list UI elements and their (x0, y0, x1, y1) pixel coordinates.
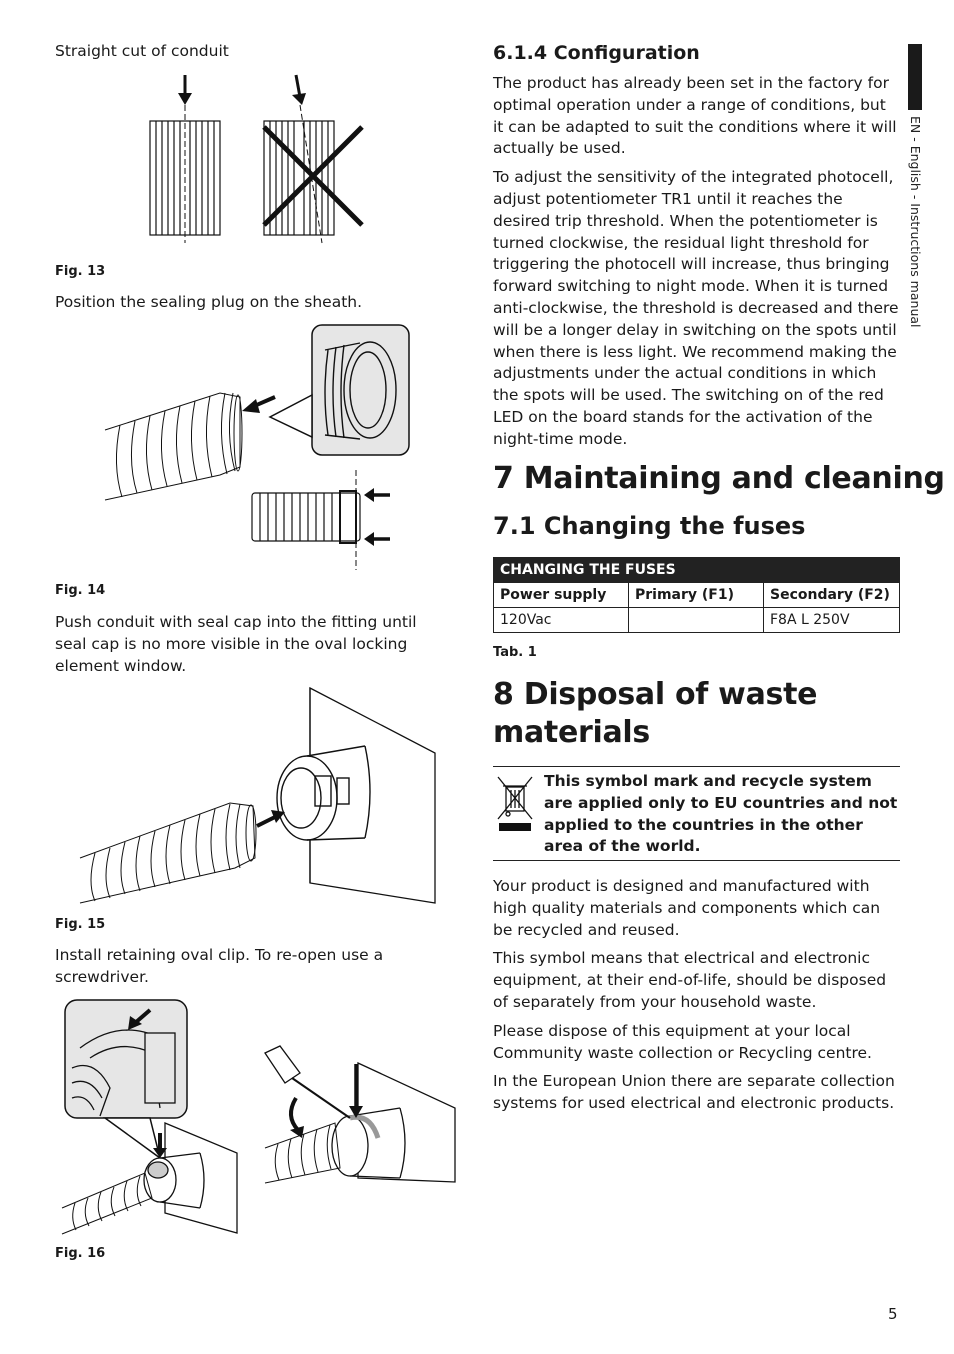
disposal-paragraph-3: Please dispose of this equipment at your local Community waste collection or Recycling centre. (493, 1021, 872, 1062)
fuses-table-caption: CHANGING THE FUSES (494, 558, 900, 583)
side-tab-marker (908, 44, 922, 110)
configuration-text (493, 73, 901, 458)
disposal-text (493, 876, 903, 1122)
cell-primary (629, 608, 764, 633)
fig16-retaining-clip-illustration (60, 998, 460, 1238)
fig14-sealing-plug-illustration (100, 325, 420, 575)
fig15-label: Fig. 15 (55, 917, 106, 932)
fig14-caption: Position the sealing plug on the sheath. (55, 293, 363, 311)
chapter-7-heading: 7 Maintaining and cleaning (493, 461, 945, 496)
disposal-paragraph-1: Your product is designed and manufactured with high quality materials and components which can be recycled and reused. (493, 877, 881, 939)
crossed-bin-icon (495, 775, 535, 833)
cell-secondary: F8A L 250V (764, 608, 900, 633)
column-header-power-supply: Power supply (494, 583, 629, 608)
page-number: 5 (888, 1305, 898, 1323)
fig16-caption: Install retaining oval clip. To re-open use a screwdriver. (55, 946, 384, 986)
column-header-secondary: Secondary (F2) (764, 583, 900, 608)
disposal-paragraph-2: This symbol means that electrical and electronic equipment, at their end-of-life, should be disposed of separately from your household waste. (493, 949, 887, 1011)
fig15-caption: Push conduit with seal cap into the fitting until seal cap is no more visible in the oval locking element window. (55, 613, 417, 675)
weee-note-text: This symbol mark and recycle system are applied only to EU countries and not applied to the countries in the other area of the world. (544, 772, 898, 856)
disposal-paragraph-4: In the European Union there are separate collection systems for used electrical and electronic products. (493, 1072, 895, 1113)
fig14-label: Fig. 14 (55, 583, 106, 598)
fig13-conduit-cut-illustration (140, 75, 360, 245)
section-6-1-4-heading: 6.1.4 Configuration (493, 42, 700, 64)
side-tab-label: EN - English - Instructions manual (908, 116, 923, 328)
weee-note-box (493, 766, 900, 861)
cell-power-supply: 120Vac (494, 608, 629, 633)
config-paragraph-1: The product has already been set in the factory for optimal operation under a range of conditions, but it can be adapted to suit the conditions where it will actually be used. (493, 74, 897, 158)
column-header-primary: Primary (F1) (629, 583, 764, 608)
fig13-label: Fig. 13 (55, 264, 106, 279)
table-label: Tab. 1 (493, 645, 537, 660)
fuses-table (493, 557, 900, 633)
table-row (494, 608, 900, 633)
chapter-8-heading: 8 Disposal of waste materials (493, 677, 818, 750)
fig13-caption: Straight cut of conduit (55, 42, 229, 60)
config-paragraph-2: To adjust the sensitivity of the integrated photocell, adjust potentiometer TR1 until it reaches the desired trip threshold. When the potentiometer is turned clockwise, the residual light threshold for triggering the photocell will increase, thus bringing forward switching to night mode. When it is turned anti-clockwise, the threshold is decreased and there will be a longer delay in switching on the spots until when there is less light. We recommend making the adjustments under the actual conditions in which the spots will be used. The switching on of the red LED on the board stands for the activation of the night-time mode. (493, 168, 899, 448)
section-7-1-heading: 7.1 Changing the fuses (493, 512, 806, 540)
fig15-conduit-fitting-illustration (75, 688, 440, 903)
fig16-label: Fig. 16 (55, 1246, 106, 1261)
